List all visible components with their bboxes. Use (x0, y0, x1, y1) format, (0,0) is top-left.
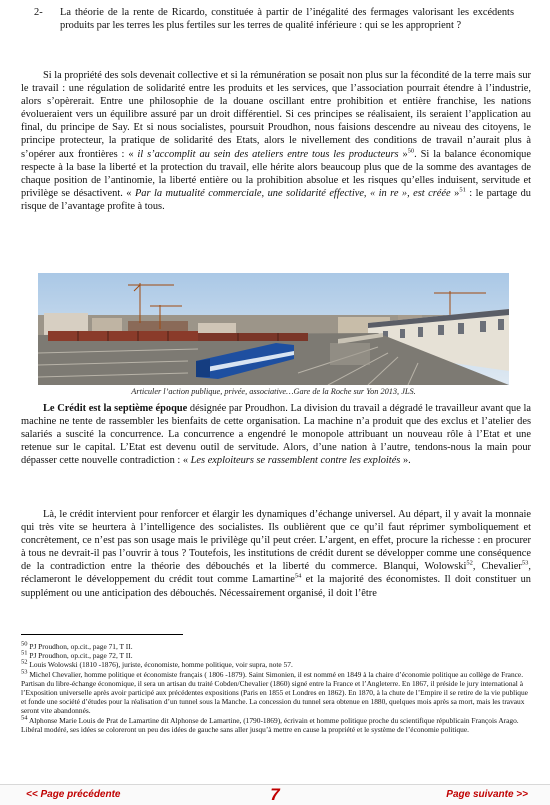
p2-text: désignée par Proudhon. La division du travail a dégradé le travailleur avant que la machine ne tente de rassembler les bienfaits de cette organisation. La machine n’a produit que des exclus et l’atelier des salariés a suscité la concurrence. La concurrence a engendré le monopole attribuant un nouveau rôle à l’Etat et une retenue sur le capital. L’Etat est devenu outil de servitude. Alors, d’une nation à l’autre, tendons-nous la main pour dépasser cette nouvelle contradiction : « (21, 403, 531, 467)
footnote-ref-54[interactable]: 54 (294, 573, 302, 580)
p3-text-a: Là, le crédit intervient pour renforcer et élargir les dynamiques d’échange universel. Au départ, il y avait la monnaie qui très vite se heurtera à l’intelligence des socialistes. Ils oublièrent que ce qu’il faut réprimer symboliquement et concrètement, ce n’est pas son usage mais le privilège qu’il peut créer. L’argent, en effet, procure la richesse : en procurer à tous ne devrait-il pas l’ouvrir à tous ? Toutefois, les institutions de crédit durent se développer comme une conséquence de la contradiction entre la théorie des débouchés et la liberté du commerce. Blanqui, Wolowski (21, 509, 531, 573)
footnotes (21, 642, 533, 734)
footnote-54 (21, 716, 533, 734)
footnote-text: Michel Chevalier, homme politique et économiste français ( 1806 -1879). Saint Simonien, il est nommé en 1849 à la chaire d’économie politique au collège de France. Partisan du libre-échange économique, il sera un artisan du traité Cobden/Chevalier (1860) signé entre la France et l’Angleterre. En 1867, il préside le jury international à l’Exposition universelle après avoir participé aux précédentes expositions (Paris en 1855 et Londres en 1862). En 1870, à la chute de l’Empire il se retire de la vie publique et fonde une société d’études pour la réalisation d’un tunnel sous la Manche. La concession du tunnel sera obtenue en 1880, quelques mois après sa mort, mais les travaux seront vite abandonnés. (21, 669, 528, 716)
p1-quote-mutualite: Par la mutualité commerciale, une solidarité effective, « in re », est créée (134, 187, 451, 199)
question-text: La théorie de la rente de Ricardo, constituée à partir de l’inégalité des fermages valorisant les excédents produits par les terres les plus fertiles sur les terres de qualité inférieure : qui se les approprient ? (60, 7, 514, 32)
footnote-ref-51[interactable]: 51 (459, 186, 466, 194)
p1-text-b: . Si la balance économique respecte à la base la liberté et la protection du travail, elle hérite alors beaucoup plus que de la somme des avantages de chaque position de l’antinomie, la liberté entière ou la prohibition absolue et les risques qu’elles induisent, servitude et privilège se désactivent. « (21, 148, 531, 199)
paragraph-credit (21, 402, 531, 467)
p3-text-b: , Chevalier (472, 561, 522, 573)
footnote-52 (21, 660, 533, 669)
previous-page-link[interactable]: << Page précédente (26, 789, 121, 800)
footnote-number: 54 (21, 714, 28, 722)
footnote-number: 52 (21, 658, 28, 666)
footnote-ref-53[interactable]: 53 (521, 559, 529, 567)
footnote-separator (21, 634, 183, 635)
p1-quote-producers: il s’accomplit au sein des ateliers entre tous les producteurs (137, 148, 399, 160)
paragraph-property (21, 69, 531, 213)
footnote-53 (21, 670, 533, 716)
p1-close-a: » (398, 148, 408, 160)
page-number: 7 (270, 785, 280, 804)
footnote-ref-50[interactable]: 50 (407, 147, 415, 155)
footnote-text: Louis Wolowski (1810 -1876), juriste, économiste, homme politique, voir supra, note 57. (27, 660, 293, 670)
question-number: 2- (34, 7, 43, 18)
footnote-text: Alphonse Marie Louis de Prat de Lamartine dit Alphonse de Lamartine, (1790-1869), écrivain et homme politique proche du scientifique républicain François Arago. Libéral modéré, ses idées se coloreront un peu des idées de gauche sans aller jusqu’à mettre en cause la propriété et le système de l’économie politique. (21, 715, 519, 734)
next-page-link[interactable]: Page suivante >> (446, 789, 528, 800)
footnote-text: PJ Proudhon, op.cit., page 71, T II. (27, 642, 133, 651)
footnote-number: 50 (21, 640, 28, 648)
photo-caption: Articuler l’action publique, privée, associative…Gare de la Roche sur Yon 2013, JLS. (131, 387, 416, 396)
footnote-50 (21, 642, 533, 651)
p2-bold-lead: Le Crédit est la septième époque (43, 403, 188, 414)
footnote-number: 51 (21, 649, 28, 657)
footnote-text: PJ Proudhon, op.cit., page 72, T II. (27, 651, 133, 661)
question-item (34, 6, 514, 32)
paragraph-monnaie (21, 508, 531, 600)
train-station-photo (38, 273, 509, 385)
p1-text-a: Si la propriété des sols devenait collective et si la rémunération se posait non plus sur la fécondité de la terre mais sur le travail : une régulation de solidarité entre les produits et les services, que l’association pourrait étendre à l’industrie, alors s’opèrerait. Entre une philosophie de la douane oscillant entre prohibition et entière franchise, les nations évolueraient vers un équilibre assuré par un droit différentiel. Si ces principes se réalisaient, ils seraient l’application au final, du principe de Say. Et si nous socialistes, poursuit Proudhon, nous faisions descendre au niveau des citoyens, le principe protecteur, la pratique de solidarité des Etats, alors le nivellement des conditions de travail n’aurait plus à s’opérer aux frontières : « (21, 70, 531, 160)
p1-close-b: » (450, 187, 460, 199)
page-footer (0, 784, 550, 805)
footnote-ref-52[interactable]: 52 (466, 559, 473, 567)
footnote-number: 53 (21, 668, 28, 676)
p1-text-c: : le partage du risque de l’avantage profite à tous. (21, 187, 531, 212)
p2-close: ». (400, 455, 411, 467)
p3-text-d: et la majorité des économistes. Il doit constituer un supplément ou une anticipation des débouchés. Nécessairement organisé, il doit l’être (21, 574, 531, 599)
p2-quote-exploiteurs: Les exploiteurs se rassemblent contre les exploités (190, 455, 401, 467)
p3-text-c: , réclameront le développement du crédit tout comme Lamartine (21, 561, 531, 586)
